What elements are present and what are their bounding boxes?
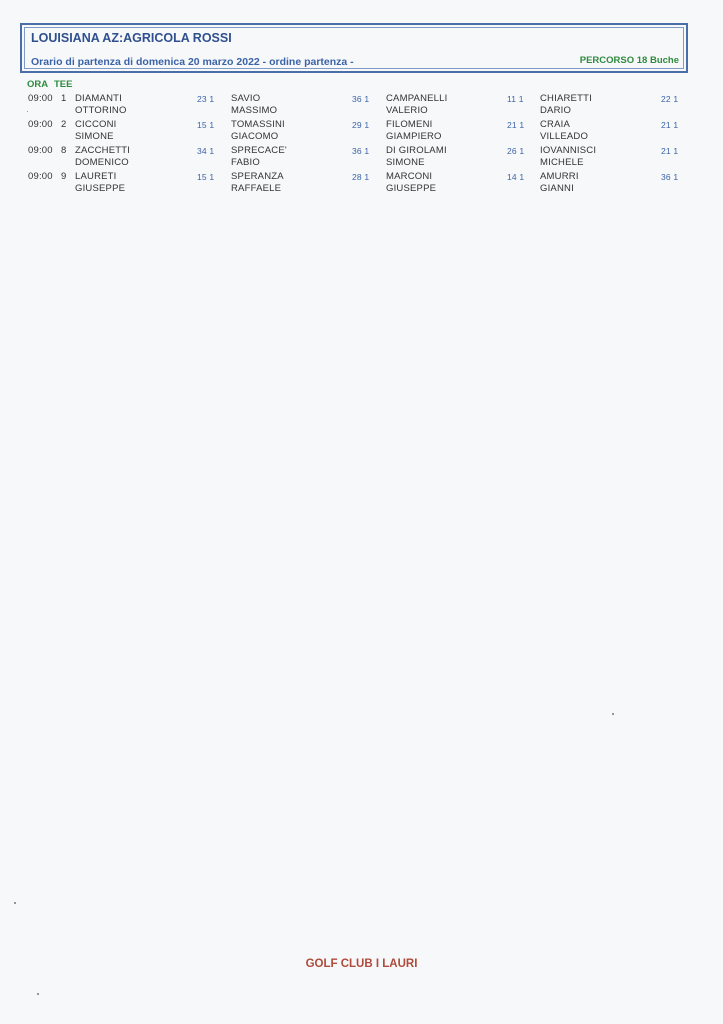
page-title: LOUISIANA AZ:AGRICOLA ROSSI bbox=[31, 31, 232, 45]
column-header-ora: ORA bbox=[27, 79, 49, 90]
table-row bbox=[0, 119, 723, 145]
paper-speck bbox=[27, 111, 28, 112]
player-handicap: 21 1 bbox=[661, 146, 679, 156]
player-first-name: MASSIMO bbox=[231, 105, 278, 116]
player-name bbox=[231, 93, 277, 117]
player-last-name: CICCONI bbox=[75, 119, 117, 130]
club-footer: GOLF CLUB I LAURI bbox=[305, 958, 418, 970]
player-last-name: DI GIROLAMI bbox=[386, 145, 447, 156]
player-name bbox=[75, 171, 125, 195]
tee-number: 9 bbox=[61, 171, 67, 182]
player-handicap: 15 1 bbox=[197, 120, 215, 130]
player-name bbox=[75, 119, 117, 143]
player-first-name: GIUSEPPE bbox=[75, 183, 126, 194]
player-name bbox=[386, 93, 447, 117]
header-box bbox=[20, 23, 688, 73]
player-first-name: SIMONE bbox=[386, 157, 425, 168]
player-handicap: 28 1 bbox=[352, 172, 370, 182]
player-first-name: MICHELE bbox=[540, 157, 584, 168]
player-last-name: FILOMENI bbox=[386, 119, 433, 130]
player-name bbox=[540, 119, 588, 143]
player-name bbox=[231, 171, 284, 195]
paper-speck bbox=[37, 993, 39, 995]
player-last-name: ZACCHETTI bbox=[75, 145, 131, 156]
player-handicap: 14 1 bbox=[507, 172, 525, 182]
player-last-name: SPERANZA bbox=[231, 171, 284, 182]
player-first-name: OTTORINO bbox=[75, 105, 127, 116]
player-name bbox=[75, 93, 127, 117]
tee-number: 2 bbox=[61, 119, 67, 130]
player-last-name: CAMPANELLI bbox=[386, 93, 448, 104]
player-last-name: LAURETI bbox=[75, 171, 117, 182]
player-first-name: DARIO bbox=[540, 105, 572, 116]
player-first-name: DOMENICO bbox=[75, 157, 129, 168]
player-handicap: 22 1 bbox=[661, 94, 679, 104]
paper-speck bbox=[14, 902, 16, 904]
player-first-name: SIMONE bbox=[75, 131, 114, 142]
player-handicap: 34 1 bbox=[197, 146, 215, 156]
player-handicap: 29 1 bbox=[352, 120, 370, 130]
player-last-name: TOMASSINI bbox=[231, 119, 285, 130]
player-first-name: GIANNI bbox=[540, 183, 574, 194]
start-time: 09:00 bbox=[28, 119, 53, 130]
course-label: PERCORSO 18 Buche bbox=[579, 55, 679, 66]
player-handicap: 26 1 bbox=[507, 146, 525, 156]
player-name bbox=[386, 171, 436, 195]
player-handicap: 36 1 bbox=[352, 94, 370, 104]
player-name bbox=[75, 145, 130, 169]
player-name bbox=[540, 145, 596, 169]
tee-number: 8 bbox=[61, 145, 67, 156]
player-handicap: 21 1 bbox=[507, 120, 525, 130]
player-name bbox=[231, 145, 287, 169]
column-header-tee: TEE bbox=[54, 79, 73, 90]
start-time: 09:00 bbox=[28, 171, 53, 182]
player-last-name: SPRECACE' bbox=[231, 145, 287, 156]
player-handicap: 15 1 bbox=[197, 172, 215, 182]
table-row bbox=[0, 171, 723, 197]
player-handicap: 36 1 bbox=[352, 146, 370, 156]
tee-number: 1 bbox=[61, 93, 67, 104]
player-name bbox=[386, 119, 442, 143]
player-last-name: DIAMANTI bbox=[75, 93, 122, 104]
start-time: 09:00 bbox=[28, 145, 53, 156]
table-row bbox=[0, 93, 723, 119]
player-first-name: GIAMPIERO bbox=[386, 131, 442, 142]
player-last-name: SAVIO bbox=[231, 93, 261, 104]
player-first-name: FABIO bbox=[231, 157, 260, 168]
player-name bbox=[386, 145, 447, 169]
player-handicap: 11 1 bbox=[507, 94, 524, 104]
player-handicap: 23 1 bbox=[197, 94, 215, 104]
player-name bbox=[540, 93, 592, 117]
player-first-name: RAFFAELE bbox=[231, 183, 282, 194]
player-last-name: MARCONI bbox=[386, 171, 433, 182]
player-first-name: VALERIO bbox=[386, 105, 428, 116]
player-first-name: VILLEADO bbox=[540, 131, 589, 142]
player-first-name: GIUSEPPE bbox=[386, 183, 437, 194]
player-name bbox=[231, 119, 285, 143]
player-handicap: 36 1 bbox=[661, 172, 679, 182]
player-last-name: CHIARETTI bbox=[540, 93, 592, 104]
player-first-name: GIACOMO bbox=[231, 131, 279, 142]
start-time: 09:00 bbox=[28, 93, 53, 104]
table-row bbox=[0, 145, 723, 171]
player-handicap: 21 1 bbox=[661, 120, 679, 130]
player-last-name: CRAIA bbox=[540, 119, 571, 130]
page-subtitle: Orario di partenza di domenica 20 marzo 2022 - ordine partenza - bbox=[31, 56, 354, 68]
player-last-name: AMURRI bbox=[540, 171, 579, 182]
player-last-name: IOVANNISCI bbox=[540, 145, 597, 156]
player-name bbox=[540, 171, 579, 195]
paper-speck bbox=[612, 713, 614, 715]
